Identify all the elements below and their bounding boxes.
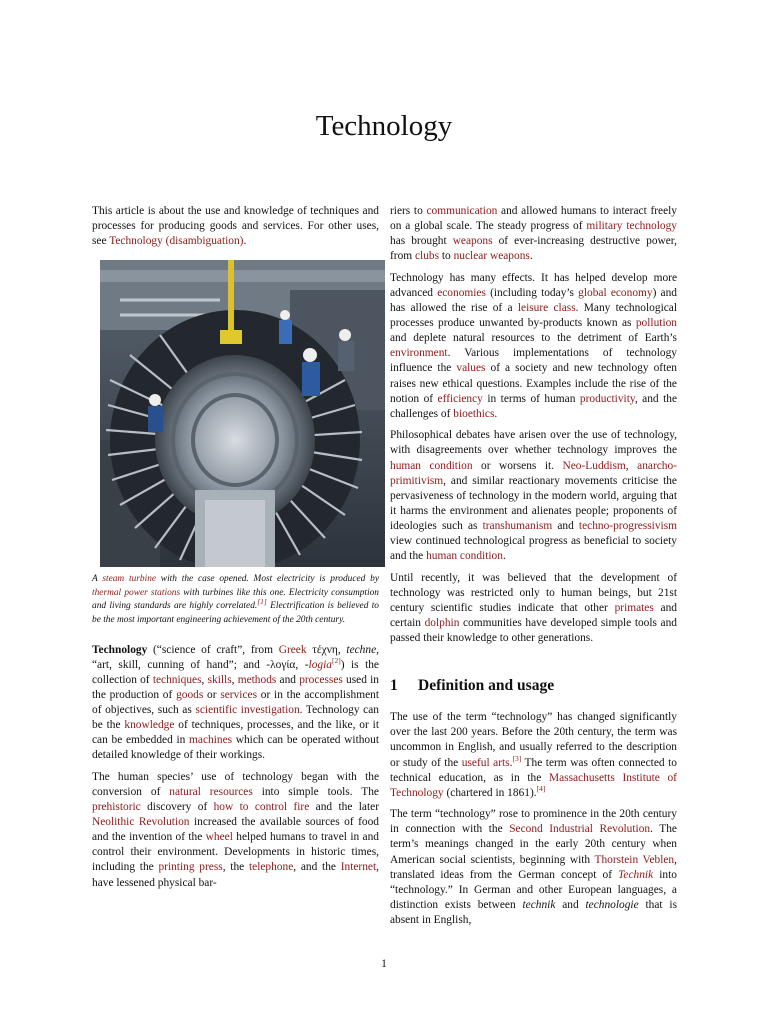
link-communication[interactable]: communication [426,205,498,217]
link-bioethics[interactable]: bioethics [453,407,495,420]
steam-turbine-photo [100,260,385,567]
link-greek[interactable]: Greek [278,643,307,656]
link-goods[interactable]: goods [176,688,204,701]
link-telephone[interactable]: telephone [248,861,294,874]
link-mit[interactable]: Massachusetts Institute of Technology [390,771,677,799]
link-economies[interactable]: economies [437,286,486,299]
citation-3[interactable]: [3] [512,753,522,763]
link-second-industrial-revolution[interactable]: Second Industrial Revolution [509,823,651,836]
paragraph-term: The term “technology” rose to prominence in the 20th century in connection with the Second Industrial Revolution. The term’s meanings changed in the early 20th century when American social scientists, beginning with Thorstein Veblen, translated ideas from the German concept of Technik into “technology.” In German and other European languages, a distinction exists between technik and technologie that is absent in English, [390,808,678,926]
link-neo-luddism[interactable]: Neo-Luddism [562,459,626,472]
citation-4[interactable]: [4] [536,783,546,793]
link-neolithic-revolution[interactable]: Neolithic Revolution [92,816,190,829]
link-dolphin[interactable]: dolphin [424,616,460,629]
article-title: Technology [315,110,453,142]
section-heading [390,678,677,693]
link-transhumanism[interactable]: transhumanism [482,519,553,532]
citation-1[interactable]: [1] [257,597,267,607]
link-printing-press[interactable]: printing press [158,861,223,874]
section-number: 1 [390,677,398,695]
link-global-economy[interactable]: global economy [578,286,653,299]
link-logia[interactable]: logia [308,658,332,671]
link-prehistoric[interactable]: prehistoric [92,801,141,814]
link-primates[interactable]: primates [614,601,654,614]
link-methods[interactable]: methods [237,673,277,686]
link-internet[interactable]: Internet [340,861,377,874]
link-steam-turbine[interactable]: steam turbine [102,574,157,585]
link-techniques[interactable]: techniques [152,673,202,686]
paragraph-primates: Until recently, it was believed that the development of technology was restricted only to human beings, but 21st century scientific studies indicate that other primates and certain dolphin communities have developed simple tools and passed their knowledge to other generations. [390,571,678,645]
link-useful-arts[interactable]: useful arts [461,756,510,769]
link-technology-disambiguation[interactable]: Technology (disambiguation) [109,235,244,248]
link-clubs[interactable]: clubs [415,250,440,263]
link-natural-resources[interactable]: natural resources [169,786,253,798]
link-efficiency[interactable]: efficiency [437,392,483,405]
link-human-condition[interactable]: human condition [390,459,473,472]
paragraph-effects: Technology has many effects. It has helped develop more advanced economies (including today’s global economy) and has allowed the rise of a leisure class. Many technological processes produce unwanted by-products known as pollution and deplete natural resources to the detriment of Earth’s environment. Various implementations of technology influence the values of a society and new technology often raises new ethical questions. Examples include the rise of the notion of efficiency in terms of human productivity, and the challenges of bioethics. [390,271,678,420]
hatnote: This article is about the use and knowledge of techniques and processes for producing goods and services. For other uses, see Technology (disambiguation). [92,205,379,248]
link-pollution[interactable]: pollution [635,317,677,330]
left-column [92,204,379,897]
link-nuclear-weapons[interactable]: nuclear weapons [453,250,530,263]
link-environment[interactable]: environment [390,347,448,360]
link-knowledge[interactable]: knowledge [124,719,175,732]
link-wheel[interactable]: wheel [205,831,233,844]
link-machines[interactable]: machines [189,734,233,747]
paragraph-intro: Technology (“science of craft”, from Greek τέχνη, techne, “art, skill, cunning of hand”; and -λογία, -logia[2]) is the collection of techniques, skills, methods and processes used in the production of goods or services or in the accomplishment of objectives, such as scientific investigation. Technology can be the knowledge of techniques, processes, and the like, or it can be embedded in machines which can be operated without detailed knowledge of their workings. [92,643,379,762]
link-technik[interactable]: Technik [618,868,654,881]
page-number: 1 [381,958,387,970]
link-techno-progressivism[interactable]: techno-progressivism [578,519,677,532]
link-processes[interactable]: processes [299,673,343,686]
link-human-condition-2[interactable]: human condition [426,550,503,563]
citation-2[interactable]: [2] [331,655,341,665]
link-weapons[interactable]: weapons [452,235,493,248]
link-scientific-investigation[interactable]: scientific investigation [195,704,300,717]
paragraph-history: The human species’ use of technology began with the conversion of natural resources into simple tools. The prehistoric discovery of how to control fire and the later Neolithic Revolution increased the available sources of food and the invention of the wheel helped humans to travel in and control their environment. Developments in historic times, including the printing press, the telephone, and the Internet, have lessened physical bar- [92,770,380,889]
link-services[interactable]: services [220,688,257,701]
right-column [390,204,677,935]
link-values[interactable]: values [456,362,486,375]
link-control-fire[interactable]: how to control fire [213,801,310,814]
figure-caption: A steam turbine with the case opened. Most electricity is produced by thermal power stations with turbines like this one. Electricity consumption and living standards are highly correlated.[1] Electrification is believed to be the most important engineering achievement of the 20th century. [92,574,379,626]
link-thermal-power-stations[interactable]: thermal power stations [92,587,181,598]
link-leisure-class[interactable]: leisure class [517,302,576,315]
link-thorstein-veblen[interactable]: Thorstein Veblen [594,853,675,866]
link-military-technology[interactable]: military technology [586,220,677,233]
paragraph-communication: riers to communication and allowed humans to interact freely on a global scale. The steady progress of military technology has brought weapons of ever-increasing destructive power, from clubs to nuclear weapons. [390,205,677,263]
link-anarcho-primitivism[interactable]: anarcho-primitivism [390,459,677,487]
link-skills[interactable]: skills [207,673,232,686]
section-title: Definition and usage [418,677,555,695]
paragraph-definition: The use of the term “technology” has changed significantly over the last 200 years. Before the 20th century, the term was uncommon in English, and usually referred to the description or study of the useful arts.[3] The term was often connected to technical education, as in the Massachusetts Institute of Technology (chartered in 1861).[4] [390,711,677,799]
paragraph-debates: Philosophical debates have arisen over the use of technology, with disagreements over whether technology improves the human condition or worsens it. Neo-Luddism, anarcho-primitivism, and similar reactionary movements criticise the pervasiveness of technology in the modern world, arguing that it harms the environment and alienates people; proponents of ideologies such as transhumanism and techno-progressivism view continued technological progress as beneficial to society and the human condition. [390,429,677,563]
link-productivity[interactable]: productivity [579,392,635,405]
